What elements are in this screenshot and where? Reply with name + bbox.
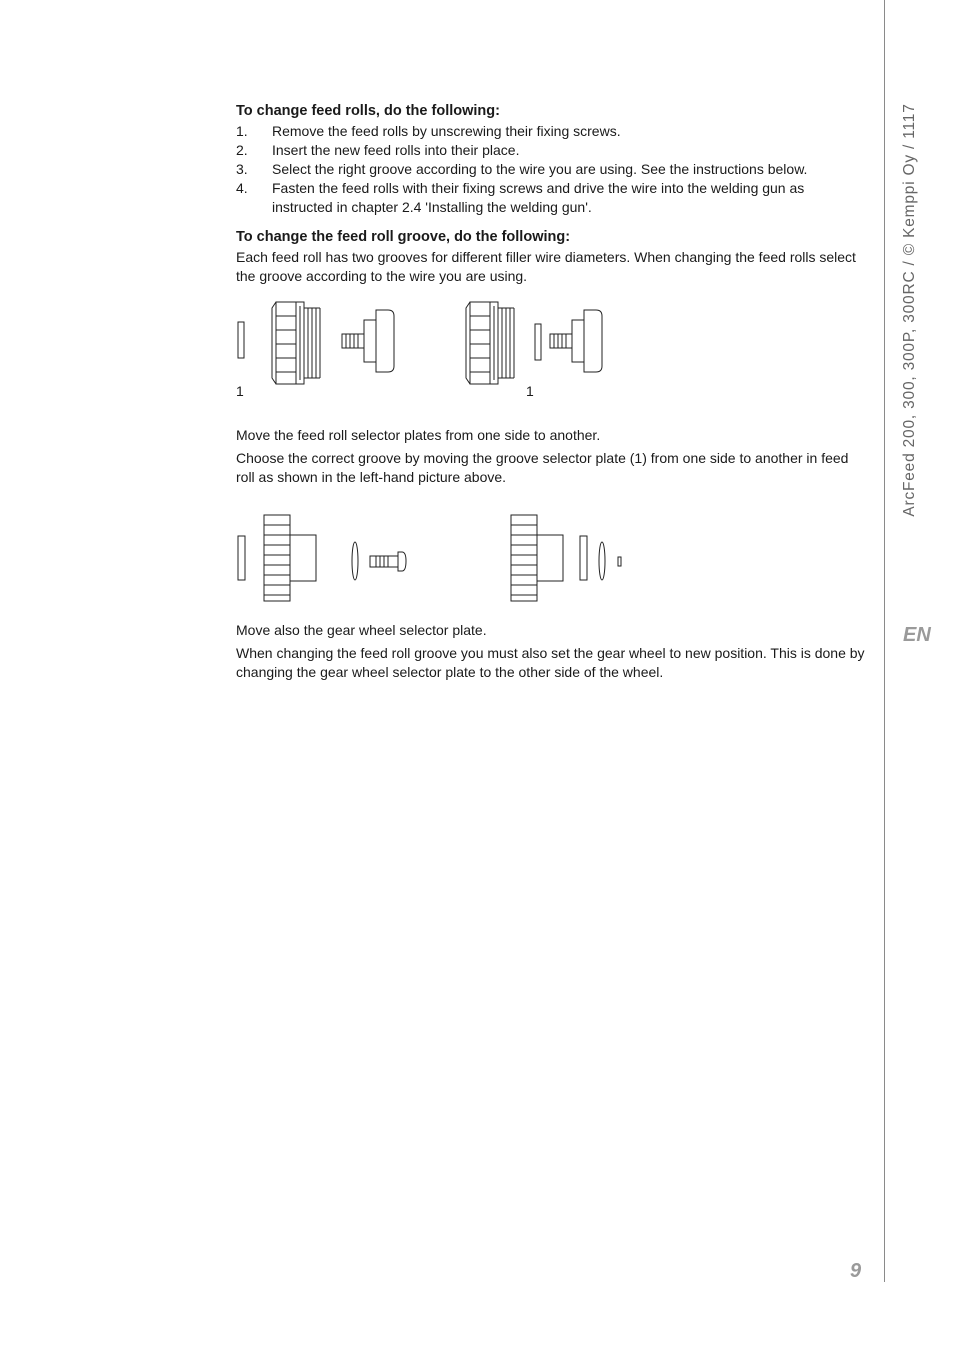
list-item: 4. Fasten the feed rolls with their fixing screws and drive the wire into the welding gun as instructed in chapter 2.4 'Installing the welding gun'. (236, 180, 805, 215)
paragraph: Move also the gear wheel selector plate. (236, 622, 487, 638)
language-tag: EN (903, 624, 931, 646)
screw-right (550, 310, 602, 372)
gear-wheel-drawing (236, 501, 866, 621)
steps-list (236, 122, 866, 217)
paragraph: Choose the correct groove by moving the groove selector plate (1) from one side to another in feed roll as shown in the left-hand picture above. (236, 450, 849, 485)
gear-wheel-right (511, 515, 563, 601)
feed-roll-right (466, 302, 514, 384)
section2-intro: Each feed roll has two grooves for different filler wire diameters. When changing the feed rolls select the groove according to the wire you are using. (236, 249, 856, 284)
margin-rule (884, 0, 885, 1282)
figure-label-right: 1 (526, 383, 534, 399)
list-item: 3. Select the right groove according to the wire you are using. See the instructions below. (236, 161, 808, 177)
document-title-vertical: ArcFeed 200, 300, 300P, 300RC / © Kemppi Oy / 1117 (901, 103, 918, 517)
section2-heading: To change the feed roll groove, do the following: (236, 229, 571, 245)
section1-heading: To change feed rolls, do the following: (236, 103, 500, 119)
gear-wheel-left (264, 515, 316, 601)
list-item: 1. Remove the feed rolls by unscrewing their fixing screws. (236, 123, 621, 139)
feed-roll-drawing (236, 286, 866, 426)
feed-roll-figure (236, 286, 866, 426)
bolt-left (370, 552, 406, 571)
feed-roll-left (272, 302, 320, 384)
list-item: 2. Insert the new feed rolls into their place. (236, 142, 520, 158)
page-number: 9 (850, 1260, 862, 1282)
main-content (236, 101, 866, 682)
screw-left (342, 310, 394, 372)
paragraph: Move the feed roll selector plates from one side to another. (236, 427, 601, 443)
gear-wheel-figure (236, 501, 866, 621)
figure-label-left: 1 (236, 383, 244, 399)
paragraph: When changing the feed roll groove you must also set the gear wheel to new position. This is done by changing the gear wheel selector plate to the other side of the wheel. (236, 645, 865, 680)
